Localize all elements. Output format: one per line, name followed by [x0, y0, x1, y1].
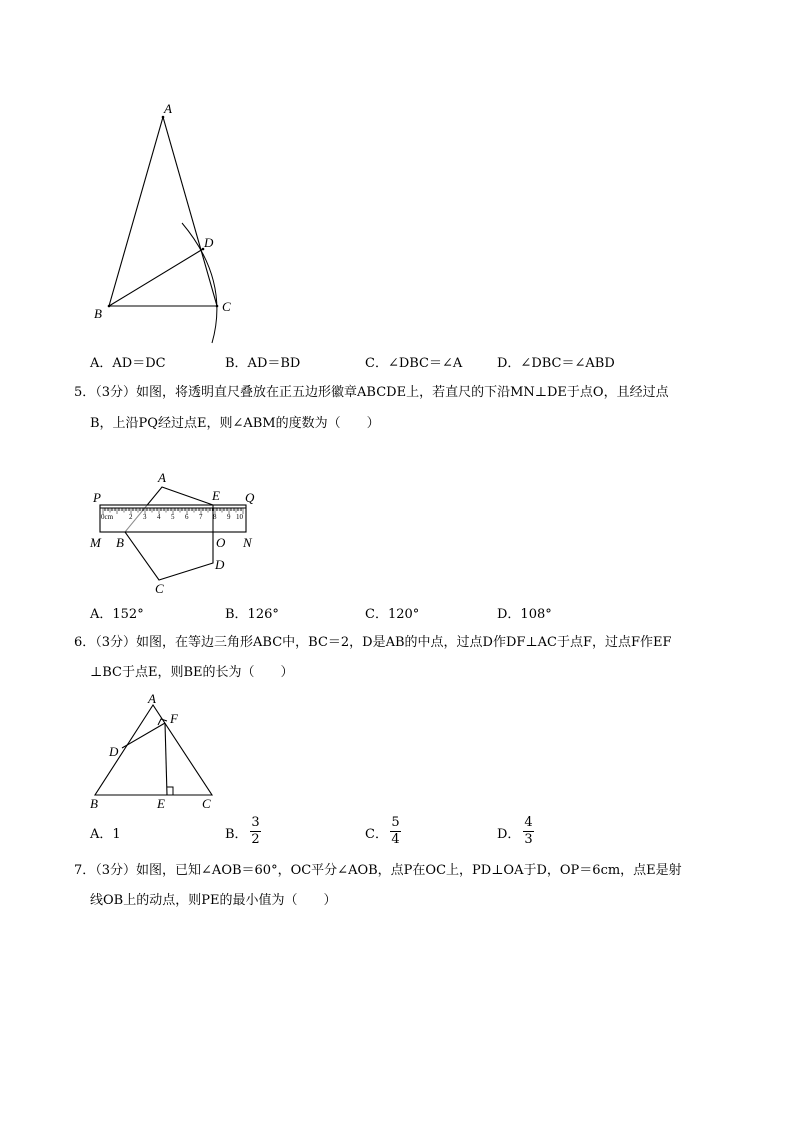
q5-label-o: O — [216, 535, 226, 550]
q5-label-q: Q — [245, 490, 255, 505]
q4-label-a: A — [164, 101, 172, 116]
q5-ruler-label-9: 9 — [227, 513, 231, 521]
q5-ruler-label-7: 7 — [199, 513, 203, 521]
q5-label-d: D — [215, 557, 225, 572]
q5-ruler-label-8: 8 — [213, 513, 217, 521]
q5-stem-line1: 5．（3分）如图，将透明直尺叠放在正五边形徽章ABCDE上，若直尺的下沿MN⊥DE于点O，且经过点 — [74, 385, 669, 400]
q6-label-b: B — [90, 796, 98, 811]
q6-option-d-prefix: D． — [497, 827, 521, 842]
q6-option-b-fraction — [250, 816, 261, 847]
q5-stem-line2: B，上沿PQ经过点E，则∠ABM的度数为（ ） — [90, 416, 380, 431]
q5-label-n: N — [243, 535, 252, 550]
q6-stem-line1: 6．（3分）如图，在等边三角形ABC中，BC＝2，D是AB的中点，过点D作DF⊥AC于点F，过点F作EF — [74, 635, 672, 650]
q5-figure — [85, 465, 275, 600]
q6-option-c-prefix: C． — [365, 827, 388, 842]
q6-option-c-numerator: 5 — [391, 815, 400, 830]
q5-label-e: E — [212, 488, 220, 503]
q4-option-d: D．∠DBC＝∠ABD — [497, 356, 615, 371]
q6-label-a: A — [148, 691, 156, 706]
q5-pentagon — [125, 487, 213, 580]
q6-option-b-prefix: B． — [225, 827, 248, 842]
q6-stem-line2: ⊥BC于点E，则BE的长为（ ） — [90, 665, 294, 680]
q4-label-b: B — [94, 306, 102, 321]
q6-label-e: E — [157, 796, 165, 811]
q5-ruler-label-3: 3 — [143, 513, 147, 521]
q4-figure — [80, 95, 260, 350]
q4-option-b: B．AD＝BD — [225, 356, 301, 371]
q6-option-d-fraction — [523, 816, 534, 847]
q6-option-d-denominator: 3 — [524, 832, 533, 847]
q5-option-d: D．108° — [497, 607, 552, 622]
q5-ruler-label-5: 5 — [171, 513, 175, 521]
q5-ruler-label-2: 2 — [129, 513, 133, 521]
q5-ruler-label-0: 0cm — [101, 513, 114, 521]
q5-label-b: B — [116, 535, 124, 550]
q6-label-c: C — [202, 796, 211, 811]
q6-label-f: F — [170, 711, 178, 726]
q6-option-c-fraction — [390, 816, 401, 847]
q4-option-a: A．AD＝DC — [90, 356, 166, 371]
q5-label-p: P — [93, 490, 101, 505]
q5-label-a: A — [158, 470, 166, 485]
q6-option-b-numerator: 3 — [251, 815, 260, 830]
q5-label-m: M — [90, 535, 101, 550]
q5-label-c: C — [155, 581, 164, 596]
q6-label-d: D — [109, 744, 119, 759]
q7-stem-line1: 7．（3分）如图，已知∠AOB＝60°，OC平分∠AOB，点P在OC上，PD⊥OA于D，OP＝6cm，点E是射 — [74, 863, 682, 878]
q6-option-d-numerator: 4 — [524, 815, 533, 830]
q6-figure — [85, 688, 225, 813]
q5-ruler-label-10: 10 — [236, 513, 243, 521]
q6-option-b-denominator: 2 — [251, 832, 260, 847]
q6-option-a: A．1 — [90, 827, 121, 842]
q6-option-c-denominator: 4 — [391, 832, 400, 847]
q5-option-a: A．152° — [90, 607, 144, 622]
q5-ruler-label-6: 6 — [185, 513, 189, 521]
q4-label-c: C — [222, 299, 231, 314]
q5-option-c: C．120° — [365, 607, 420, 622]
q4-label-d: D — [204, 235, 214, 250]
q4-option-c: C．∠DBC＝∠A — [365, 356, 463, 371]
q5-option-b: B．126° — [225, 607, 279, 622]
q5-ruler-label-4: 4 — [157, 513, 161, 521]
q7-stem-line2: 线OB上的动点，则PE的最小值为（ ） — [90, 893, 337, 908]
